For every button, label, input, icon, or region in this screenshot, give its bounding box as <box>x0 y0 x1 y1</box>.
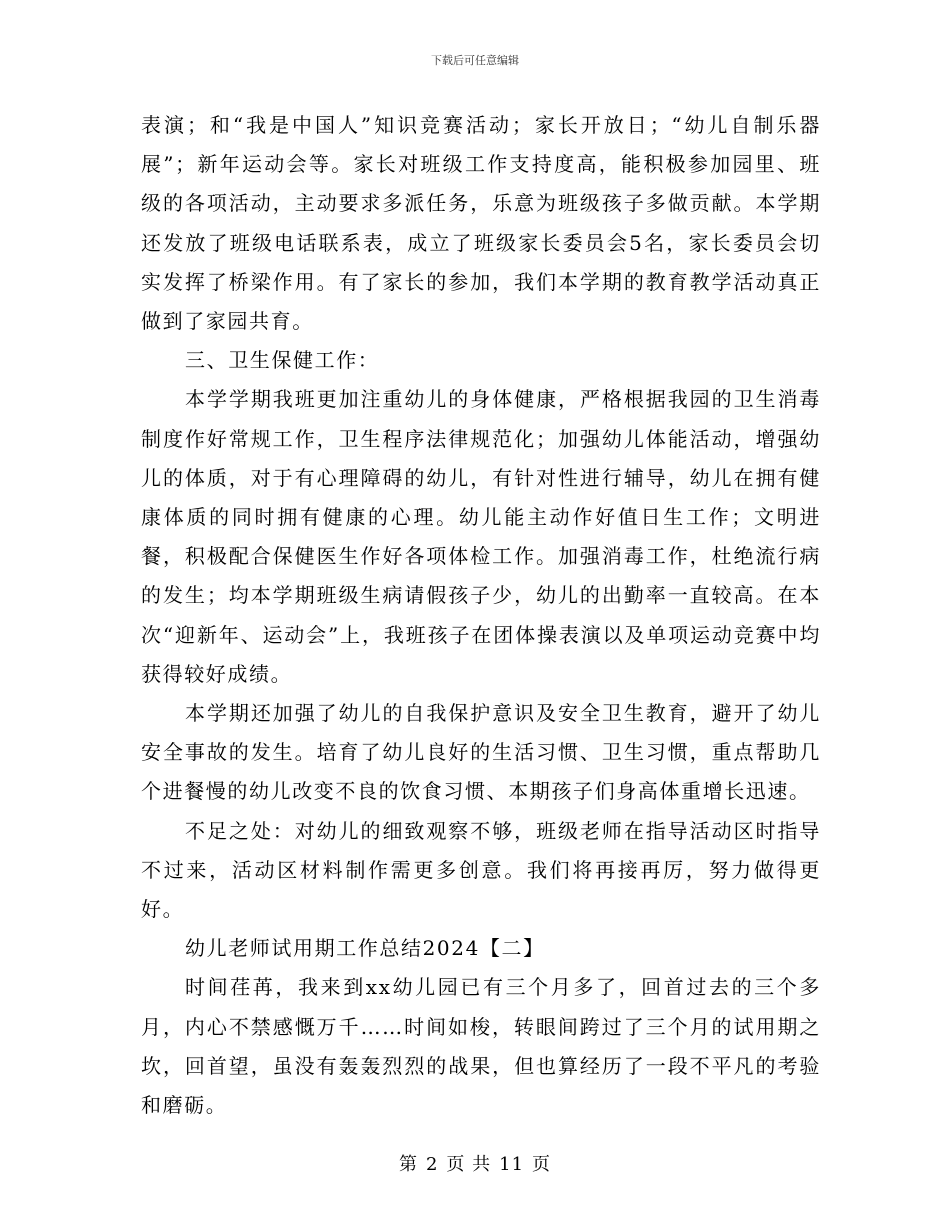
footer-page-number: 2 <box>425 1154 439 1175</box>
footer-prefix: 第 <box>398 1154 418 1175</box>
page-header: 下载后可任意编辑 <box>431 54 519 67</box>
page-footer <box>0 1154 950 1176</box>
paragraph-parent-involvement: 表演；和“我是中国人”知识竞赛活动；家长开放日；“幼儿自制乐器展”；新年运动会等。家长对班级工作支持度高，能积极参加园里、班级的各项活动，主动要求多派任务，乐意为班级孩子多做贡献。本学期还发放了班级电话联系表，成立了班级家长委员会5名，家长委员会切实发挥了桥梁作用。有了家长的参加，我们本学期的教育教学活动真正做到了家园共育。 <box>141 113 821 334</box>
paragraph-hygiene-health: 本学学期我班更加注重幼儿的身体健康，严格根据我园的卫生消毒制度作好常规工作，卫生程序法律规范化；加强幼儿体能活动，增强幼儿的体质，对于有心理障碍的幼儿，有针对性进行辅导，幼儿在拥有健康体质的同时拥有健康的心理。幼儿能主动作好值日生工作；文明进餐，积极配合保健医生作好各项体检工作。加强消毒工作，杜绝流行病的发生；均本学期班级生病请假孩子少，幼儿的出勤率一直较高。在本次“迎新年、运动会”上，我班孩子在团体操表演以及单项运动竞赛中均获得较好成绩。 <box>141 387 821 686</box>
footer-middle: 页 共 <box>446 1154 492 1175</box>
document-body <box>141 106 821 1125</box>
footer-suffix: 页 <box>532 1154 552 1175</box>
paragraph-probation-intro: 时间荏苒，我来到xx幼儿园已有三个月多了，回首过去的三个多月，内心不禁感慨万千……时间如梭，转眼间跨过了三个月的试用期之坎，回首望，虽没有轰轰烈烈的战果，但也算经历了一段不平凡的考验和磨砺。 <box>141 975 821 1118</box>
section-heading-probation-summary: 幼儿老师试用期工作总结2024【二】 <box>185 936 545 961</box>
footer-total-pages: 11 <box>499 1154 525 1175</box>
section-heading-hygiene: 三、卫生保健工作： <box>185 348 380 373</box>
paragraph-safety-education: 本学期还加强了幼儿的自我保护意识及安全卫生教育，避开了幼儿安全事故的发生。培育了幼儿良好的生活习惯、卫生习惯，重点帮助几个进餐慢的幼儿改变不良的饮食习惯、本期孩子们身高体重增长迅速。 <box>141 701 821 804</box>
paragraph-shortcomings: 不足之处：对幼儿的细致观察不够，班级老师在指导活动区时指导不过来，活动区材料制作需更多创意。我们将再接再厉，努力做得更好。 <box>141 818 821 922</box>
